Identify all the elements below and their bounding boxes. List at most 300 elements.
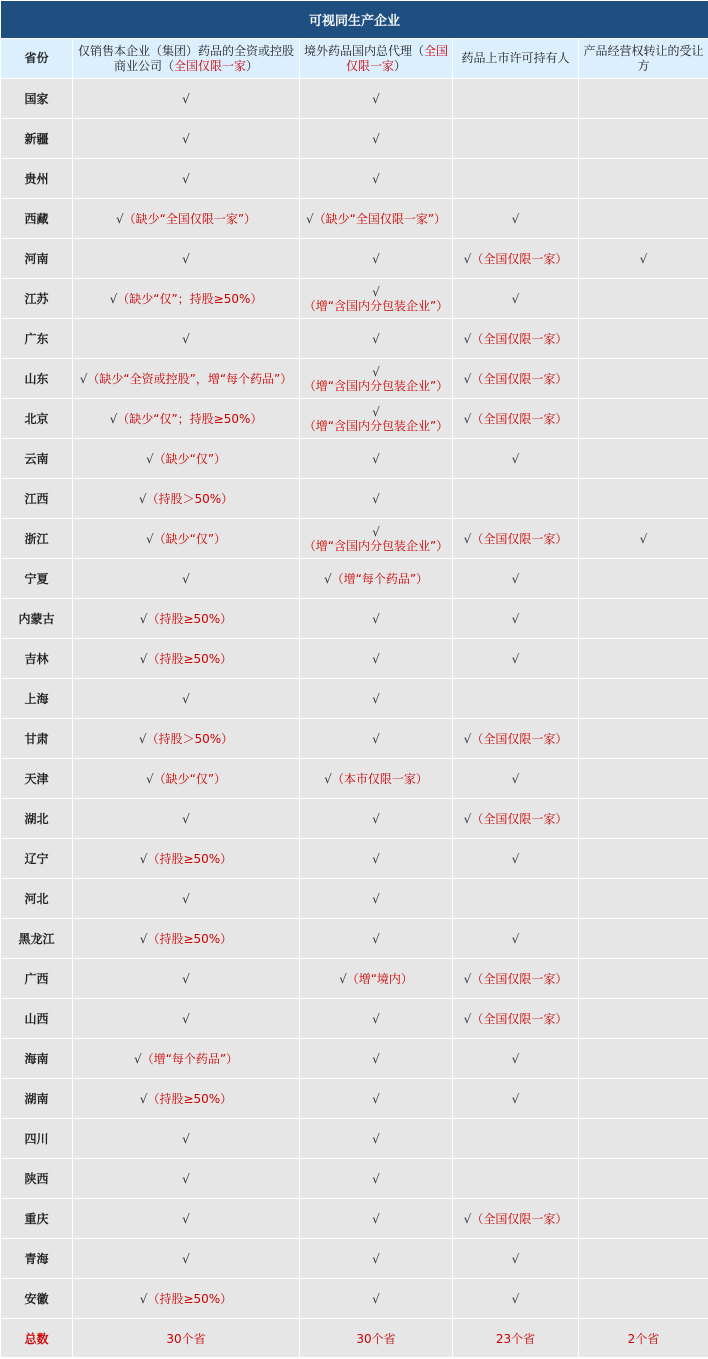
table-cell bbox=[300, 1119, 453, 1159]
table-cell bbox=[73, 319, 300, 359]
check-mark-icon: √ bbox=[182, 691, 190, 706]
check-mark-icon: √ bbox=[511, 1291, 520, 1306]
check-mark-icon: √ bbox=[639, 531, 648, 546]
column-header bbox=[453, 39, 579, 79]
check-mark-icon: √ bbox=[372, 491, 380, 506]
table-row bbox=[1, 1079, 708, 1119]
total-value: 30个省 bbox=[73, 1319, 300, 1358]
check-mark-icon: √ bbox=[463, 371, 472, 386]
table-cell bbox=[300, 239, 453, 279]
province-cell: 河南 bbox=[1, 239, 73, 279]
check-mark-icon: √ bbox=[182, 331, 190, 346]
check-mark-icon: √ bbox=[372, 1291, 380, 1306]
province-cell: 安徽 bbox=[1, 1279, 73, 1319]
table-cell bbox=[579, 79, 708, 119]
cell-note: （全国仅限一家） bbox=[471, 971, 568, 986]
table-cell bbox=[300, 759, 453, 799]
table-cell bbox=[73, 919, 300, 959]
cell-note: （持股≥50%） bbox=[147, 931, 233, 946]
check-mark-icon: √ bbox=[339, 971, 347, 986]
table-cell bbox=[579, 1039, 708, 1079]
table-row bbox=[1, 439, 708, 479]
check-mark-icon: √ bbox=[511, 611, 520, 626]
table-cell bbox=[453, 199, 579, 239]
header-tail: ） bbox=[394, 58, 407, 73]
table-row bbox=[1, 959, 708, 999]
table-cell bbox=[73, 1119, 300, 1159]
table-cell bbox=[73, 79, 300, 119]
table-row bbox=[1, 999, 708, 1039]
table-row bbox=[1, 919, 708, 959]
table-cell bbox=[579, 1199, 708, 1239]
table-cell bbox=[300, 559, 453, 599]
cell-note: （持股≥50%） bbox=[147, 851, 233, 866]
check-mark-icon: √ bbox=[511, 651, 520, 666]
table-cell bbox=[73, 999, 300, 1039]
table-cell bbox=[579, 879, 708, 919]
cell-note: （持股≥50%） bbox=[147, 1291, 233, 1306]
table-cell bbox=[579, 119, 708, 159]
header-highlight: 全国仅限一家 bbox=[173, 58, 246, 73]
table-cell bbox=[73, 519, 300, 559]
table-row bbox=[1, 79, 708, 119]
check-mark-icon: √ bbox=[182, 811, 190, 826]
table-cell bbox=[300, 919, 453, 959]
table-cell bbox=[300, 999, 453, 1039]
table-cell bbox=[300, 639, 453, 679]
table-cell bbox=[453, 1239, 579, 1279]
check-mark-icon: √ bbox=[372, 1171, 380, 1186]
check-mark-icon: √ bbox=[511, 1051, 520, 1066]
province-cell: 宁夏 bbox=[1, 559, 73, 599]
check-mark-icon: √ bbox=[372, 364, 380, 379]
province-cell: 广西 bbox=[1, 959, 73, 999]
table-cell bbox=[453, 79, 579, 119]
check-mark-icon: √ bbox=[79, 371, 88, 386]
province-cell: 陕西 bbox=[1, 1159, 73, 1199]
header-text: 省份 bbox=[24, 51, 49, 65]
table-row bbox=[1, 799, 708, 839]
table-cell bbox=[300, 1039, 453, 1079]
table-row bbox=[1, 479, 708, 519]
table-cell bbox=[579, 919, 708, 959]
table-cell bbox=[73, 1279, 300, 1319]
check-mark-icon: √ bbox=[511, 211, 520, 226]
province-cell: 湖南 bbox=[1, 1079, 73, 1119]
table-cell bbox=[73, 1039, 300, 1079]
table-cell bbox=[300, 479, 453, 519]
table-cell bbox=[453, 559, 579, 599]
province-cell: 黑龙江 bbox=[1, 919, 73, 959]
table-cell bbox=[300, 119, 453, 159]
check-mark-icon: √ bbox=[511, 451, 520, 466]
table-cell bbox=[453, 159, 579, 199]
check-mark-icon: √ bbox=[372, 131, 380, 146]
check-mark-icon: √ bbox=[139, 931, 148, 946]
table-cell bbox=[453, 239, 579, 279]
table-cell bbox=[300, 1079, 453, 1119]
table-row bbox=[1, 559, 708, 599]
check-mark-icon: √ bbox=[115, 211, 124, 226]
table-cell bbox=[73, 239, 300, 279]
table-cell bbox=[453, 119, 579, 159]
column-header bbox=[1, 39, 73, 79]
table-cell bbox=[300, 439, 453, 479]
table-cell bbox=[579, 279, 708, 319]
table-cell bbox=[579, 559, 708, 599]
table-cell bbox=[73, 1079, 300, 1119]
cell-note: （全国仅限一家） bbox=[471, 531, 568, 546]
cell-note: （增“每个药品”） bbox=[141, 1051, 239, 1066]
table-row bbox=[1, 1159, 708, 1199]
check-mark-icon: √ bbox=[372, 731, 380, 746]
total-value: 23个省 bbox=[453, 1319, 579, 1358]
table-row bbox=[1, 1119, 708, 1159]
check-mark-icon: √ bbox=[372, 811, 380, 826]
check-mark-icon: √ bbox=[372, 1051, 380, 1066]
table-cell bbox=[453, 399, 579, 439]
table-cell bbox=[453, 1079, 579, 1119]
table-cell bbox=[300, 519, 453, 559]
province-cell: 内蒙古 bbox=[1, 599, 73, 639]
table-cell bbox=[453, 279, 579, 319]
cell-note: （缺少“全国仅限一家”） bbox=[123, 211, 257, 226]
check-mark-icon: √ bbox=[511, 291, 520, 306]
cell-note: （增“含国内分包装企业”） bbox=[303, 538, 449, 553]
table-cell bbox=[73, 879, 300, 919]
table-cell bbox=[453, 519, 579, 559]
table-cell bbox=[73, 359, 300, 399]
cell-note: （增“境内） bbox=[346, 971, 413, 986]
check-mark-icon: √ bbox=[372, 524, 380, 539]
table-row bbox=[1, 119, 708, 159]
check-mark-icon: √ bbox=[372, 284, 380, 299]
province-cell: 重庆 bbox=[1, 1199, 73, 1239]
table-cell bbox=[73, 439, 300, 479]
check-mark-icon: √ bbox=[182, 131, 190, 146]
cell-note: （缺少“全资或控股”，增“每个药品”） bbox=[87, 371, 293, 386]
province-cell: 新疆 bbox=[1, 119, 73, 159]
table-cell bbox=[73, 639, 300, 679]
table-cell bbox=[300, 839, 453, 879]
table-cell bbox=[579, 799, 708, 839]
table-cell bbox=[300, 279, 453, 319]
check-mark-icon: √ bbox=[109, 291, 118, 306]
check-mark-icon: √ bbox=[145, 531, 154, 546]
table-cell bbox=[579, 719, 708, 759]
table-cell bbox=[579, 399, 708, 439]
province-cell: 北京 bbox=[1, 399, 73, 439]
table-cell bbox=[453, 839, 579, 879]
table-cell bbox=[453, 879, 579, 919]
header-text: 境外药品国内总代理（ bbox=[303, 43, 424, 58]
table-cell bbox=[579, 199, 708, 239]
check-mark-icon: √ bbox=[182, 1011, 190, 1026]
table-row bbox=[1, 359, 708, 399]
province-cell: 甘肃 bbox=[1, 719, 73, 759]
table-cell bbox=[579, 679, 708, 719]
cell-note: （持股≥50%） bbox=[147, 1091, 233, 1106]
province-cell: 广东 bbox=[1, 319, 73, 359]
table-cell bbox=[73, 199, 300, 239]
check-mark-icon: √ bbox=[639, 251, 648, 266]
check-mark-icon: √ bbox=[372, 1011, 380, 1026]
province-cell: 辽宁 bbox=[1, 839, 73, 879]
province-cell: 海南 bbox=[1, 1039, 73, 1079]
table-row bbox=[1, 719, 708, 759]
check-mark-icon: √ bbox=[138, 491, 147, 506]
table-cell bbox=[73, 159, 300, 199]
table-cell bbox=[579, 519, 708, 559]
cell-note: （全国仅限一家） bbox=[471, 1211, 568, 1226]
table-cell bbox=[453, 1199, 579, 1239]
check-mark-icon: √ bbox=[139, 1091, 148, 1106]
province-cell: 国家 bbox=[1, 79, 73, 119]
province-cell: 江苏 bbox=[1, 279, 73, 319]
table-cell bbox=[579, 1079, 708, 1119]
check-mark-icon: √ bbox=[182, 1211, 190, 1226]
province-cell: 山西 bbox=[1, 999, 73, 1039]
table-row bbox=[1, 1279, 708, 1319]
table-cell bbox=[453, 1159, 579, 1199]
table-row bbox=[1, 639, 708, 679]
table-body bbox=[1, 79, 708, 1358]
table-cell bbox=[579, 1119, 708, 1159]
province-cell: 浙江 bbox=[1, 519, 73, 559]
check-mark-icon: √ bbox=[372, 1211, 380, 1226]
table-row bbox=[1, 599, 708, 639]
check-mark-icon: √ bbox=[182, 571, 190, 586]
table-cell bbox=[73, 479, 300, 519]
table-row bbox=[1, 759, 708, 799]
check-mark-icon: √ bbox=[372, 1131, 380, 1146]
column-header bbox=[579, 39, 708, 79]
cell-note: （全国仅限一家） bbox=[471, 371, 568, 386]
table-cell bbox=[73, 1239, 300, 1279]
check-mark-icon: √ bbox=[511, 1251, 520, 1266]
cell-note: （全国仅限一家） bbox=[471, 251, 568, 266]
check-mark-icon: √ bbox=[139, 851, 148, 866]
table-cell bbox=[300, 359, 453, 399]
table-row bbox=[1, 519, 708, 559]
check-mark-icon: √ bbox=[145, 451, 154, 466]
check-mark-icon: √ bbox=[372, 651, 380, 666]
table-cell bbox=[300, 199, 453, 239]
check-mark-icon: √ bbox=[372, 691, 380, 706]
table-cell bbox=[453, 479, 579, 519]
table-row bbox=[1, 1039, 708, 1079]
check-mark-icon: √ bbox=[463, 251, 472, 266]
check-mark-icon: √ bbox=[139, 1291, 148, 1306]
check-mark-icon: √ bbox=[182, 171, 190, 186]
cell-note: （持股＞50%） bbox=[146, 491, 234, 506]
table-cell bbox=[579, 439, 708, 479]
table-row bbox=[1, 159, 708, 199]
check-mark-icon: √ bbox=[139, 611, 148, 626]
table-cell bbox=[73, 759, 300, 799]
check-mark-icon: √ bbox=[372, 931, 380, 946]
table-cell bbox=[453, 359, 579, 399]
cell-note: （增“含国内分包装企业”） bbox=[303, 418, 449, 433]
table-cell bbox=[300, 1159, 453, 1199]
check-mark-icon: √ bbox=[109, 411, 118, 426]
check-mark-icon: √ bbox=[372, 331, 380, 346]
table-cell bbox=[453, 959, 579, 999]
check-mark-icon: √ bbox=[145, 771, 154, 786]
table-cell bbox=[453, 799, 579, 839]
cell-note: （缺少“仅”） bbox=[153, 451, 227, 466]
check-mark-icon: √ bbox=[511, 931, 520, 946]
table-cell bbox=[300, 799, 453, 839]
check-mark-icon: √ bbox=[372, 611, 380, 626]
table-cell bbox=[453, 639, 579, 679]
check-mark-icon: √ bbox=[463, 1011, 472, 1026]
total-row bbox=[1, 1319, 708, 1358]
province-cell: 西藏 bbox=[1, 199, 73, 239]
table-cell bbox=[73, 839, 300, 879]
check-mark-icon: √ bbox=[511, 1091, 520, 1106]
check-mark-icon: √ bbox=[463, 1211, 472, 1226]
table-cell bbox=[579, 479, 708, 519]
table-row bbox=[1, 319, 708, 359]
table-row bbox=[1, 279, 708, 319]
table-cell bbox=[73, 959, 300, 999]
table-cell bbox=[73, 119, 300, 159]
check-mark-icon: √ bbox=[133, 1051, 142, 1066]
table-cell bbox=[453, 599, 579, 639]
table-cell bbox=[453, 319, 579, 359]
cell-note: （全国仅限一家） bbox=[471, 811, 568, 826]
table-cell bbox=[73, 719, 300, 759]
check-mark-icon: √ bbox=[511, 851, 520, 866]
check-mark-icon: √ bbox=[511, 571, 520, 586]
cell-note: （持股≥50%） bbox=[147, 611, 233, 626]
province-cell: 四川 bbox=[1, 1119, 73, 1159]
province-cell: 天津 bbox=[1, 759, 73, 799]
province-cell: 上海 bbox=[1, 679, 73, 719]
cell-note: （缺少“仅”） bbox=[153, 531, 227, 546]
column-header bbox=[300, 39, 453, 79]
table-cell bbox=[579, 839, 708, 879]
table-row bbox=[1, 839, 708, 879]
table-cell bbox=[300, 319, 453, 359]
cell-note: （全国仅限一家） bbox=[471, 411, 568, 426]
table-cell bbox=[453, 439, 579, 479]
province-cell: 青海 bbox=[1, 1239, 73, 1279]
cell-note: （增“含国内分包装企业”） bbox=[303, 378, 449, 393]
table-row bbox=[1, 239, 708, 279]
check-mark-icon: √ bbox=[372, 171, 380, 186]
table-cell bbox=[73, 679, 300, 719]
cell-note: （全国仅限一家） bbox=[471, 731, 568, 746]
cell-note: （缺少“仅”；持股≥50%） bbox=[117, 411, 263, 426]
check-mark-icon: √ bbox=[463, 971, 472, 986]
table-row bbox=[1, 1239, 708, 1279]
table-row bbox=[1, 879, 708, 919]
check-mark-icon: √ bbox=[182, 1171, 190, 1186]
cell-note: （缺少“仅”；持股≥50%） bbox=[117, 291, 263, 306]
cell-note: （持股≥50%） bbox=[147, 651, 233, 666]
table-cell bbox=[453, 1119, 579, 1159]
check-mark-icon: √ bbox=[182, 891, 190, 906]
province-cell: 山东 bbox=[1, 359, 73, 399]
check-mark-icon: √ bbox=[138, 731, 147, 746]
table-cell bbox=[73, 599, 300, 639]
table-cell bbox=[579, 359, 708, 399]
table-cell bbox=[579, 759, 708, 799]
table-cell bbox=[73, 799, 300, 839]
table-cell bbox=[453, 919, 579, 959]
cell-note: （全国仅限一家） bbox=[471, 331, 568, 346]
check-mark-icon: √ bbox=[182, 91, 190, 106]
check-mark-icon: √ bbox=[463, 811, 472, 826]
table-cell bbox=[579, 159, 708, 199]
table-row bbox=[1, 1199, 708, 1239]
check-mark-icon: √ bbox=[372, 451, 380, 466]
table-cell bbox=[453, 999, 579, 1039]
cell-note: （增“每个药品”） bbox=[331, 571, 429, 586]
table-cell bbox=[300, 679, 453, 719]
table-cell bbox=[579, 1159, 708, 1199]
cell-note: （缺少“全国仅限一家”） bbox=[313, 211, 447, 226]
check-mark-icon: √ bbox=[372, 891, 380, 906]
check-mark-icon: √ bbox=[463, 531, 472, 546]
check-mark-icon: √ bbox=[324, 771, 332, 786]
table-row bbox=[1, 679, 708, 719]
table-cell bbox=[73, 559, 300, 599]
table-cell bbox=[300, 599, 453, 639]
check-mark-icon: √ bbox=[182, 1131, 190, 1146]
table-row bbox=[1, 399, 708, 439]
table-cell bbox=[300, 959, 453, 999]
check-mark-icon: √ bbox=[463, 411, 472, 426]
table-cell bbox=[300, 159, 453, 199]
table-cell bbox=[579, 1279, 708, 1319]
cell-note: （持股＞50%） bbox=[146, 731, 234, 746]
province-cell: 河北 bbox=[1, 879, 73, 919]
check-mark-icon: √ bbox=[323, 571, 332, 586]
table-cell bbox=[300, 399, 453, 439]
table-cell bbox=[453, 679, 579, 719]
province-cell: 江西 bbox=[1, 479, 73, 519]
table-cell bbox=[300, 879, 453, 919]
header-tail: ） bbox=[246, 58, 259, 73]
total-label: 总数 bbox=[1, 1319, 73, 1358]
table-cell bbox=[73, 279, 300, 319]
header-highlight: 全国仅限一家 bbox=[345, 43, 449, 73]
table-cell bbox=[300, 1199, 453, 1239]
table-cell bbox=[73, 1199, 300, 1239]
check-mark-icon: √ bbox=[372, 851, 380, 866]
table-cell bbox=[579, 639, 708, 679]
header-text: 仅销售本企业（集团）药品的全资或控股商业公司（ bbox=[77, 43, 294, 73]
table-cell bbox=[579, 999, 708, 1039]
table-cell bbox=[579, 239, 708, 279]
check-mark-icon: √ bbox=[372, 404, 380, 419]
total-value: 2个省 bbox=[579, 1319, 708, 1358]
header-text: 药品上市许可持有人 bbox=[461, 51, 570, 65]
table-cell bbox=[300, 1279, 453, 1319]
check-mark-icon: √ bbox=[139, 651, 148, 666]
province-cell: 湖北 bbox=[1, 799, 73, 839]
table-row bbox=[1, 199, 708, 239]
header-row bbox=[1, 39, 708, 79]
column-header bbox=[73, 39, 300, 79]
table-cell bbox=[300, 79, 453, 119]
check-mark-icon: √ bbox=[182, 971, 190, 986]
cell-note: （增“含国内分包装企业”） bbox=[303, 298, 449, 313]
header-text: 产品经营权转让的受让方 bbox=[583, 43, 704, 73]
